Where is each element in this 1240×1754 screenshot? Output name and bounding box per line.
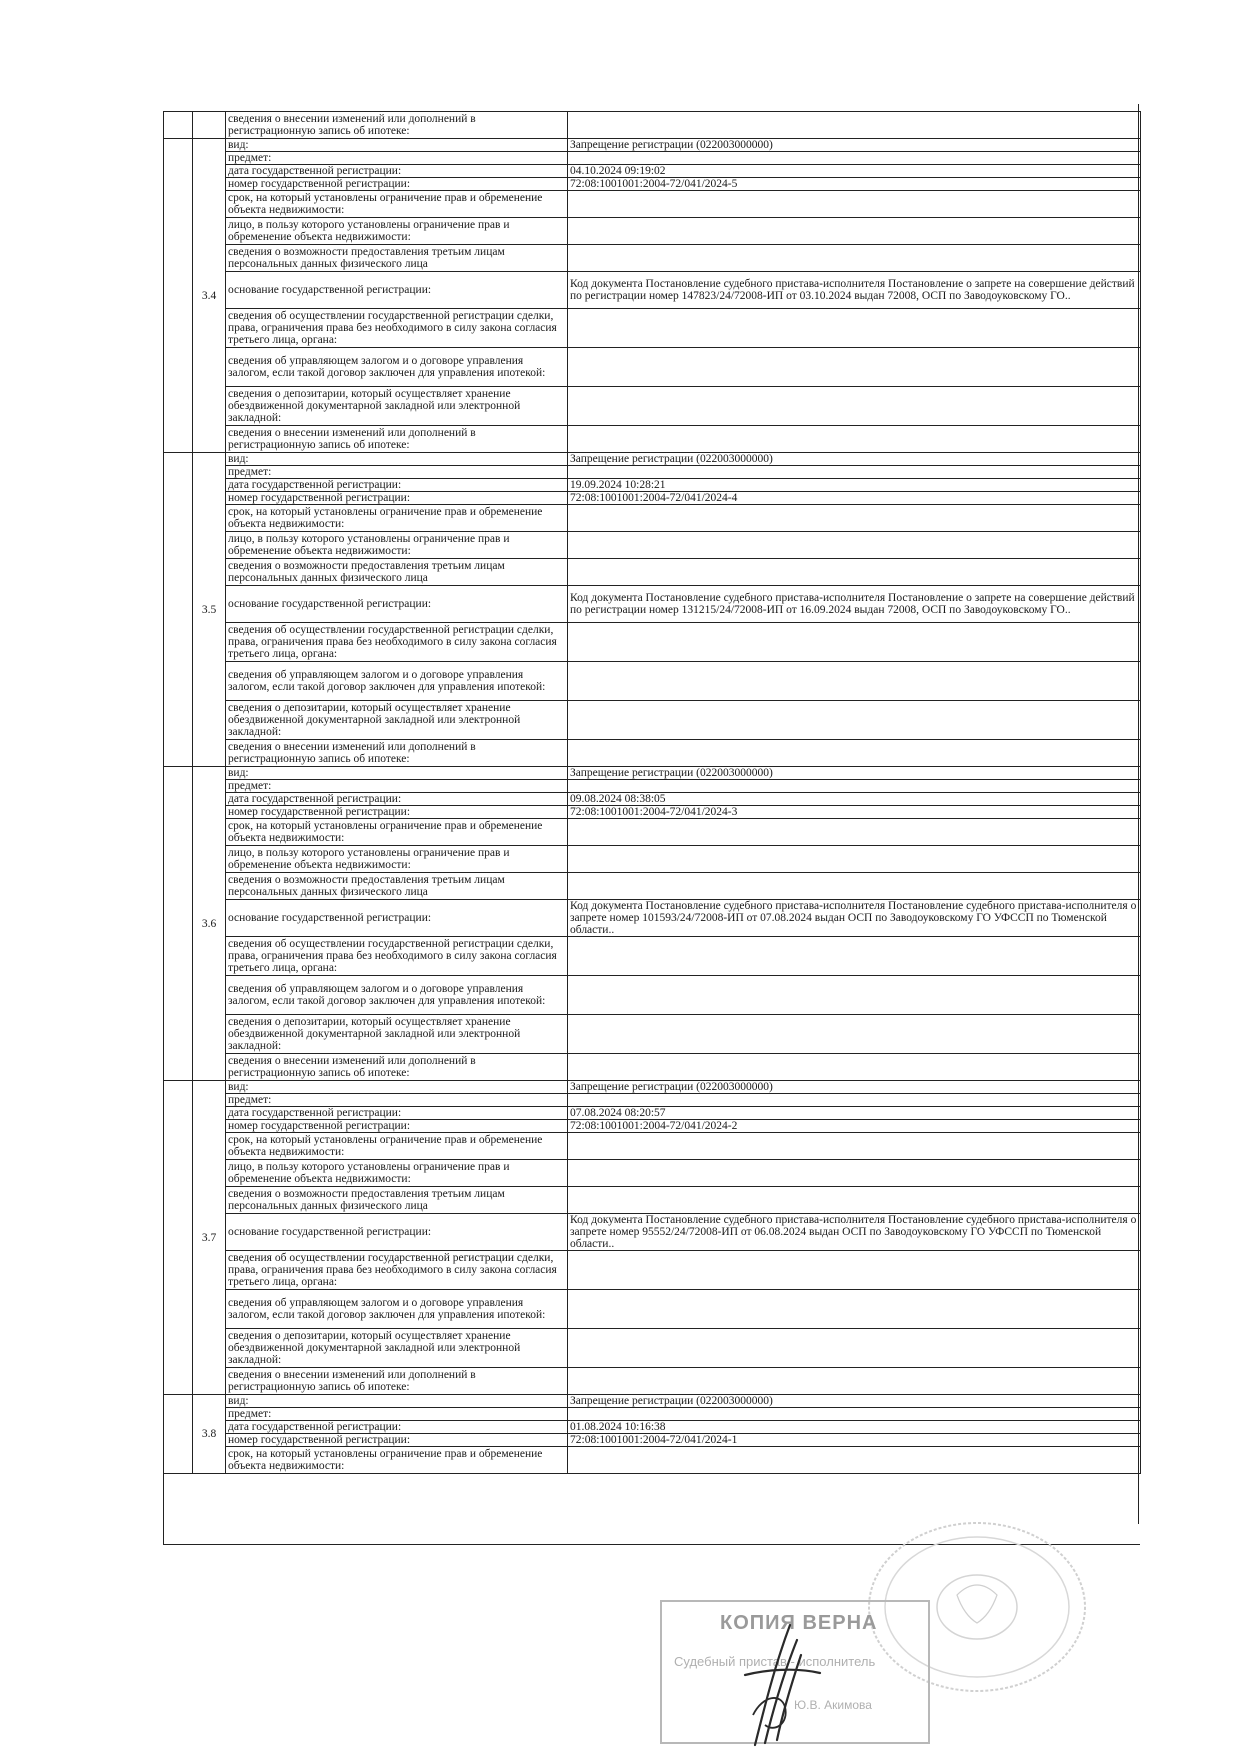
field-value	[568, 976, 1141, 1015]
table-row	[164, 1094, 1141, 1107]
blank-cell	[164, 1395, 193, 1474]
field-value	[568, 701, 1141, 740]
field-label: предмет:	[226, 780, 568, 793]
field-label: срок, на который установлены ограничение прав и обременение объекта недвижимости:	[226, 505, 568, 532]
table-row	[164, 559, 1141, 586]
field-label: сведения о внесении изменений или дополнений в регистрационную запись об ипотеке:	[226, 112, 568, 139]
field-label: сведения о внесении изменений или дополнений в регистрационную запись об ипотеке:	[226, 426, 568, 453]
table-row	[164, 740, 1141, 767]
field-value	[568, 1408, 1141, 1421]
field-value: 09.08.2024 08:38:05	[568, 793, 1141, 806]
field-value	[568, 1368, 1141, 1395]
field-value: 72:08:1001001:2004-72/041/2024-3	[568, 806, 1141, 819]
field-label: предмет:	[226, 1408, 568, 1421]
field-value	[568, 245, 1141, 272]
field-value: Код документа Постановление судебного пристава-исполнителя Постановление судебного пристава-исполнителя о запрете номер 95552/24/72008-ИП от 06.08.2024 выдан ОСП по Заводоуковскому ГО УФССП по Тюменской области..	[568, 1214, 1141, 1251]
field-value	[568, 1015, 1141, 1054]
field-label: сведения об управляющем залогом и о договоре управления залогом, если такой договор заключен для управления ипотекой:	[226, 662, 568, 701]
field-label: вид:	[226, 1081, 568, 1094]
field-label: основание государственной регистрации:	[226, 586, 568, 623]
field-value	[568, 1187, 1141, 1214]
table-row	[164, 505, 1141, 532]
table-row	[164, 387, 1141, 426]
table-row	[164, 178, 1141, 191]
table-row	[164, 1368, 1141, 1395]
field-value	[568, 1447, 1141, 1474]
table-row	[164, 152, 1141, 165]
table-row	[164, 1447, 1141, 1474]
table-row	[164, 1015, 1141, 1054]
stamp-title: КОПИЯ ВЕРНА	[720, 1612, 878, 1634]
field-value	[568, 532, 1141, 559]
field-value: 72:08:1001001:2004-72/041/2024-5	[568, 178, 1141, 191]
field-label: номер государственной регистрации:	[226, 806, 568, 819]
field-value	[568, 780, 1141, 793]
field-label: лицо, в пользу которого установлены ограничение прав и обременение объекта недвижимости:	[226, 1160, 568, 1187]
table-row	[164, 426, 1141, 453]
table-row	[164, 479, 1141, 492]
field-label: предмет:	[226, 1094, 568, 1107]
field-label: сведения о возможности предоставления третьим лицам персональных данных физического лица	[226, 873, 568, 900]
blank-cell	[164, 112, 193, 139]
field-value: Код документа Постановление судебного пристава-исполнителя Постановление о запрете на совершение действий по регистрации номер 131215/24/72008-ИП от 16.09.2024 выдан 72008, ОСП по Заводоуковскому ГО..	[568, 586, 1141, 623]
table-row	[164, 453, 1141, 466]
table-row	[164, 1081, 1141, 1094]
table-row	[164, 532, 1141, 559]
field-label: срок, на который установлены ограничение прав и обременение объекта недвижимости:	[226, 1447, 568, 1474]
field-label: сведения об управляющем залогом и о договоре управления залогом, если такой договор заключен для управления ипотекой:	[226, 348, 568, 387]
field-value	[568, 426, 1141, 453]
field-label: срок, на который установлены ограничение прав и обременение объекта недвижимости:	[226, 1133, 568, 1160]
field-value: 72:08:1001001:2004-72/041/2024-2	[568, 1120, 1141, 1133]
field-value	[568, 1054, 1141, 1081]
table-row	[164, 1251, 1141, 1290]
table-row	[164, 309, 1141, 348]
field-label: предмет:	[226, 152, 568, 165]
table-row	[164, 1290, 1141, 1329]
field-label: номер государственной регистрации:	[226, 178, 568, 191]
table-row	[164, 1408, 1141, 1421]
field-value	[568, 1133, 1141, 1160]
field-label: лицо, в пользу которого установлены ограничение прав и обременение объекта недвижимости:	[226, 218, 568, 245]
section-number: 3.4	[193, 139, 226, 453]
field-label: вид:	[226, 767, 568, 780]
field-label: сведения об осуществлении государственной регистрации сделки, права, ограничения права без необходимого в силу закона согласия третьего лица, органа:	[226, 1251, 568, 1290]
field-value	[568, 218, 1141, 245]
field-value: 04.10.2024 09:19:02	[568, 165, 1141, 178]
table-row	[164, 191, 1141, 218]
field-value	[568, 348, 1141, 387]
field-label: срок, на который установлены ограничение прав и обременение объекта недвижимости:	[226, 819, 568, 846]
encumbrance-table	[163, 111, 1141, 1474]
section-number: 3.8	[193, 1395, 226, 1474]
table-row	[164, 165, 1141, 178]
field-value	[568, 559, 1141, 586]
field-label: дата государственной регистрации:	[226, 479, 568, 492]
table-row	[164, 1133, 1141, 1160]
table-row	[164, 701, 1141, 740]
field-value: 07.08.2024 08:20:57	[568, 1107, 1141, 1120]
blank-cell	[164, 767, 193, 1081]
field-label: основание государственной регистрации:	[226, 272, 568, 309]
field-value	[568, 1290, 1141, 1329]
table-row	[164, 1160, 1141, 1187]
field-value: 72:08:1001001:2004-72/041/2024-1	[568, 1434, 1141, 1447]
table-row	[164, 1434, 1141, 1447]
field-value	[568, 191, 1141, 218]
table-row	[164, 139, 1141, 152]
table-row	[164, 873, 1141, 900]
field-label: срок, на который установлены ограничение прав и обременение объекта недвижимости:	[226, 191, 568, 218]
field-label: сведения об осуществлении государственной регистрации сделки, права, ограничения права без необходимого в силу закона согласия третьего лица, органа:	[226, 309, 568, 348]
field-value: Запрещение регистрации (022003000000)	[568, 767, 1141, 780]
table-row	[164, 767, 1141, 780]
table-row	[164, 1054, 1141, 1081]
field-value: Запрещение регистрации (022003000000)	[568, 1081, 1141, 1094]
table-row	[164, 819, 1141, 846]
field-value: 19.09.2024 10:28:21	[568, 479, 1141, 492]
field-label: сведения о внесении изменений или дополнений в регистрационную запись об ипотеке:	[226, 740, 568, 767]
field-label: лицо, в пользу которого установлены ограничение прав и обременение объекта недвижимости:	[226, 532, 568, 559]
table-row	[164, 1107, 1141, 1120]
table-row	[164, 272, 1141, 309]
field-label: сведения о возможности предоставления третьим лицам персональных данных физического лица	[226, 559, 568, 586]
field-label: лицо, в пользу которого установлены ограничение прав и обременение объекта недвижимости:	[226, 846, 568, 873]
field-value: Запрещение регистрации (022003000000)	[568, 1395, 1141, 1408]
field-value	[568, 112, 1141, 139]
blank-cell	[193, 112, 226, 139]
field-label: сведения о возможности предоставления третьим лицам персональных данных физического лица	[226, 245, 568, 272]
field-value	[568, 937, 1141, 976]
table-row	[164, 976, 1141, 1015]
field-label: дата государственной регистрации:	[226, 1421, 568, 1434]
section-number: 3.7	[193, 1081, 226, 1395]
field-value	[568, 152, 1141, 165]
table-row	[164, 937, 1141, 976]
field-label: вид:	[226, 1395, 568, 1408]
field-label: вид:	[226, 139, 568, 152]
field-label: сведения об управляющем залогом и о договоре управления залогом, если такой договор заключен для управления ипотекой:	[226, 1290, 568, 1329]
field-value: 72:08:1001001:2004-72/041/2024-4	[568, 492, 1141, 505]
stamp-name: Ю.В. Акимова	[794, 1698, 872, 1712]
blank-cell	[164, 1081, 193, 1395]
table-row	[164, 492, 1141, 505]
table-row	[164, 793, 1141, 806]
field-value	[568, 623, 1141, 662]
field-value	[568, 466, 1141, 479]
field-value: 01.08.2024 10:16:38	[568, 1421, 1141, 1434]
table-row	[164, 218, 1141, 245]
table-row	[164, 112, 1141, 139]
field-label: номер государственной регистрации:	[226, 1434, 568, 1447]
field-label: основание государственной регистрации:	[226, 900, 568, 937]
field-value	[568, 1329, 1141, 1368]
field-value	[568, 873, 1141, 900]
field-label: номер государственной регистрации:	[226, 1120, 568, 1133]
field-value	[568, 819, 1141, 846]
field-label: дата государственной регистрации:	[226, 165, 568, 178]
table-row	[164, 846, 1141, 873]
table-row	[164, 623, 1141, 662]
field-value	[568, 662, 1141, 701]
field-value: Запрещение регистрации (022003000000)	[568, 139, 1141, 152]
field-value	[568, 1160, 1141, 1187]
field-value: Код документа Постановление судебного пристава-исполнителя Постановление о запрете на совершение действий по регистрации номер 147823/24/72008-ИП от 03.10.2024 выдан 72008, ОСП по Заводоуковскому ГО..	[568, 272, 1141, 309]
field-label: сведения об осуществлении государственной регистрации сделки, права, ограничения права без необходимого в силу закона согласия третьего лица, органа:	[226, 623, 568, 662]
section-number: 3.6	[193, 767, 226, 1081]
field-label: сведения о депозитарии, который осуществляет хранение обездвиженной документарной закладной или электронной закладной:	[226, 1015, 568, 1054]
field-value: Запрещение регистрации (022003000000)	[568, 453, 1141, 466]
field-value	[568, 1094, 1141, 1107]
field-label: сведения о депозитарии, который осуществляет хранение обездвиженной документарной закладной или электронной закладной:	[226, 701, 568, 740]
field-value	[568, 387, 1141, 426]
field-label: дата государственной регистрации:	[226, 793, 568, 806]
field-label: сведения о депозитарии, который осуществляет хранение обездвиженной документарной закладной или электронной закладной:	[226, 387, 568, 426]
table-row	[164, 1421, 1141, 1434]
field-label: сведения о депозитарии, который осуществляет хранение обездвиженной документарной закладной или электронной закладной:	[226, 1329, 568, 1368]
table-row	[164, 1395, 1141, 1408]
field-value	[568, 309, 1141, 348]
field-label: основание государственной регистрации:	[226, 1214, 568, 1251]
field-value: Код документа Постановление судебного пристава-исполнителя Постановление судебного пристава-исполнителя о запрете номер 101593/24/72008-ИП от 07.08.2024 выдан ОСП по Заводоуковскому ГО УФССП по Тюменской области..	[568, 900, 1141, 937]
field-label: дата государственной регистрации:	[226, 1107, 568, 1120]
table-row	[164, 245, 1141, 272]
stamp-role: Судебный пристав - исполнитель	[674, 1654, 876, 1669]
field-value	[568, 846, 1141, 873]
table-row	[164, 780, 1141, 793]
blank-cell	[164, 453, 193, 767]
field-value	[568, 1251, 1141, 1290]
field-value	[568, 740, 1141, 767]
handwritten-signature	[735, 1615, 825, 1750]
field-label: номер государственной регистрации:	[226, 492, 568, 505]
field-label: сведения о внесении изменений или дополнений в регистрационную запись об ипотеке:	[226, 1368, 568, 1395]
field-label: предмет:	[226, 466, 568, 479]
table-row	[164, 900, 1141, 937]
table-row	[164, 586, 1141, 623]
table-row	[164, 806, 1141, 819]
table-row	[164, 1120, 1141, 1133]
blank-cell	[164, 139, 193, 453]
field-label: сведения об управляющем залогом и о договоре управления залогом, если такой договор заключен для управления ипотекой:	[226, 976, 568, 1015]
table-row	[164, 1329, 1141, 1368]
section-number: 3.5	[193, 453, 226, 767]
field-label: сведения об осуществлении государственной регистрации сделки, права, ограничения права без необходимого в силу закона согласия третьего лица, органа:	[226, 937, 568, 976]
table-row	[164, 1214, 1141, 1251]
field-label: вид:	[226, 453, 568, 466]
table-row	[164, 466, 1141, 479]
field-value	[568, 505, 1141, 532]
table-row	[164, 348, 1141, 387]
table-row	[164, 1187, 1141, 1214]
field-label: сведения о внесении изменений или дополнений в регистрационную запись об ипотеке:	[226, 1054, 568, 1081]
field-label: сведения о возможности предоставления третьим лицам персональных данных физического лица	[226, 1187, 568, 1214]
table-row	[164, 662, 1141, 701]
